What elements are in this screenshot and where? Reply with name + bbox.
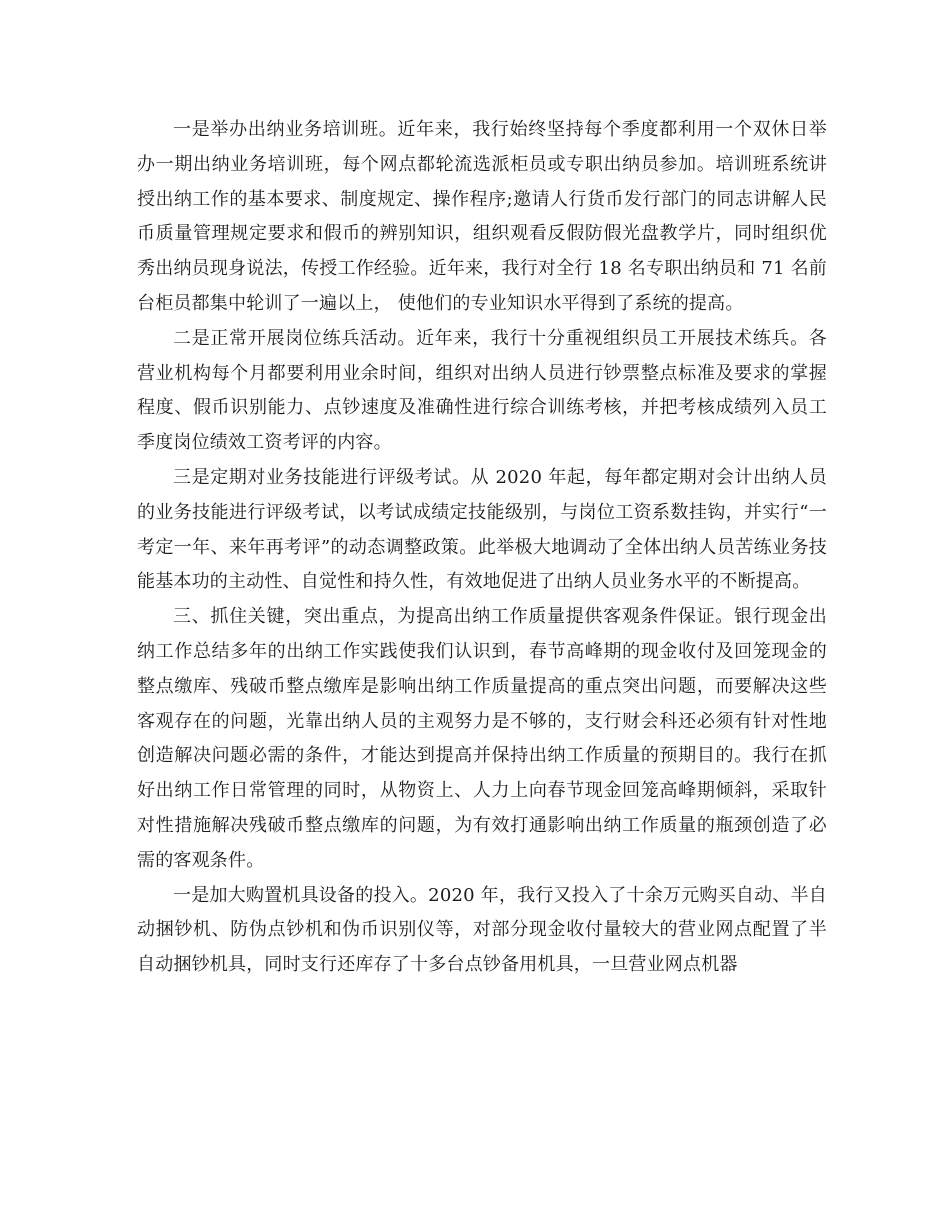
paragraph-key-focus: 三、抓住关键，突出重点，为提高出纳工作质量提供客观条件保证。银行现金出纳工作总结多年的出纳工作实践使我们认识到，春节高峰期的现金收付及回笼现金的整点缴库、残破币整点缴库是影响出纳工作质量提高的重点突出问题，而要解决这些客观存在的问题，光靠出纳人员的主观努力是不够的，支行财会科还必须有针对性地创造解决问题必需的条件，才能达到提高并保持出纳工作质量的预期目的。我行在抓好出纳工作日常管理的同时，从物资上、人力上向春节现金回笼高峰期倾斜，采取针对性措施解决残破币整点缴库的问题，为有效打通影响出纳工作质量的瓶颈创造了必需的客观条件。: [137, 606, 827, 871]
paragraph-skill-exam: 三是定期对业务技能进行评级考试。从 2020 年起，每年都定期对会计出纳人员的业务技能进行评级考试，以考试成绩定技能级别，与岗位工资系数挂钩，并实行“一考定一年、来年再考评”的动态调整政策。此举极大地调动了全体出纳人员苦练业务技能基本功的主动性、自觉性和持久性，有效地促进了出纳人员业务水平的不断提高。: [137, 466, 827, 593]
document-body: [137, 113, 827, 983]
paragraph-training-class: 一是举办出纳业务培训班。近年来，我行始终坚持每个季度都利用一个双休日举办一期出纳业务培训班，每个网点都轮流选派柜员或专职出纳员参加。培训班系统讲授出纳工作的基本要求、制度规定、操作程序;邀请人行货币发行部门的同志讲解人民币质量管理规定要求和假币的辨别知识，组织观看反假防假光盘教学片，同时组织优秀出纳员现身说法，传授工作经验。近年来，我行对全行 18 名专职出纳员和 71 名前台柜员都集中轮训了一遍以上， 使他们的专业知识水平得到了系统的提高。: [137, 119, 827, 314]
paragraph-skill-practice: 二是正常开展岗位练兵活动。近年来，我行十分重视组织员工开展技术练兵。各营业机构每个月都要利用业余时间，组织对出纳人员进行钞票整点标准及要求的掌握程度、假币识别能力、点钞速度及准确性进行综合训练考核，并把考核成绩列入员工季度岗位绩效工资考评的内容。: [137, 327, 827, 454]
paragraph-equipment-investment: 一是加大购置机具设备的投入。2020 年，我行又投入了十余万元购买自动、半自动捆钞机、防伪点钞机和伪币识别仪等，对部分现金收付量较大的营业网点配置了半自动捆钞机具，同时支行还库存了十多台点钞备用机具，一旦营业网点机器: [137, 884, 827, 976]
